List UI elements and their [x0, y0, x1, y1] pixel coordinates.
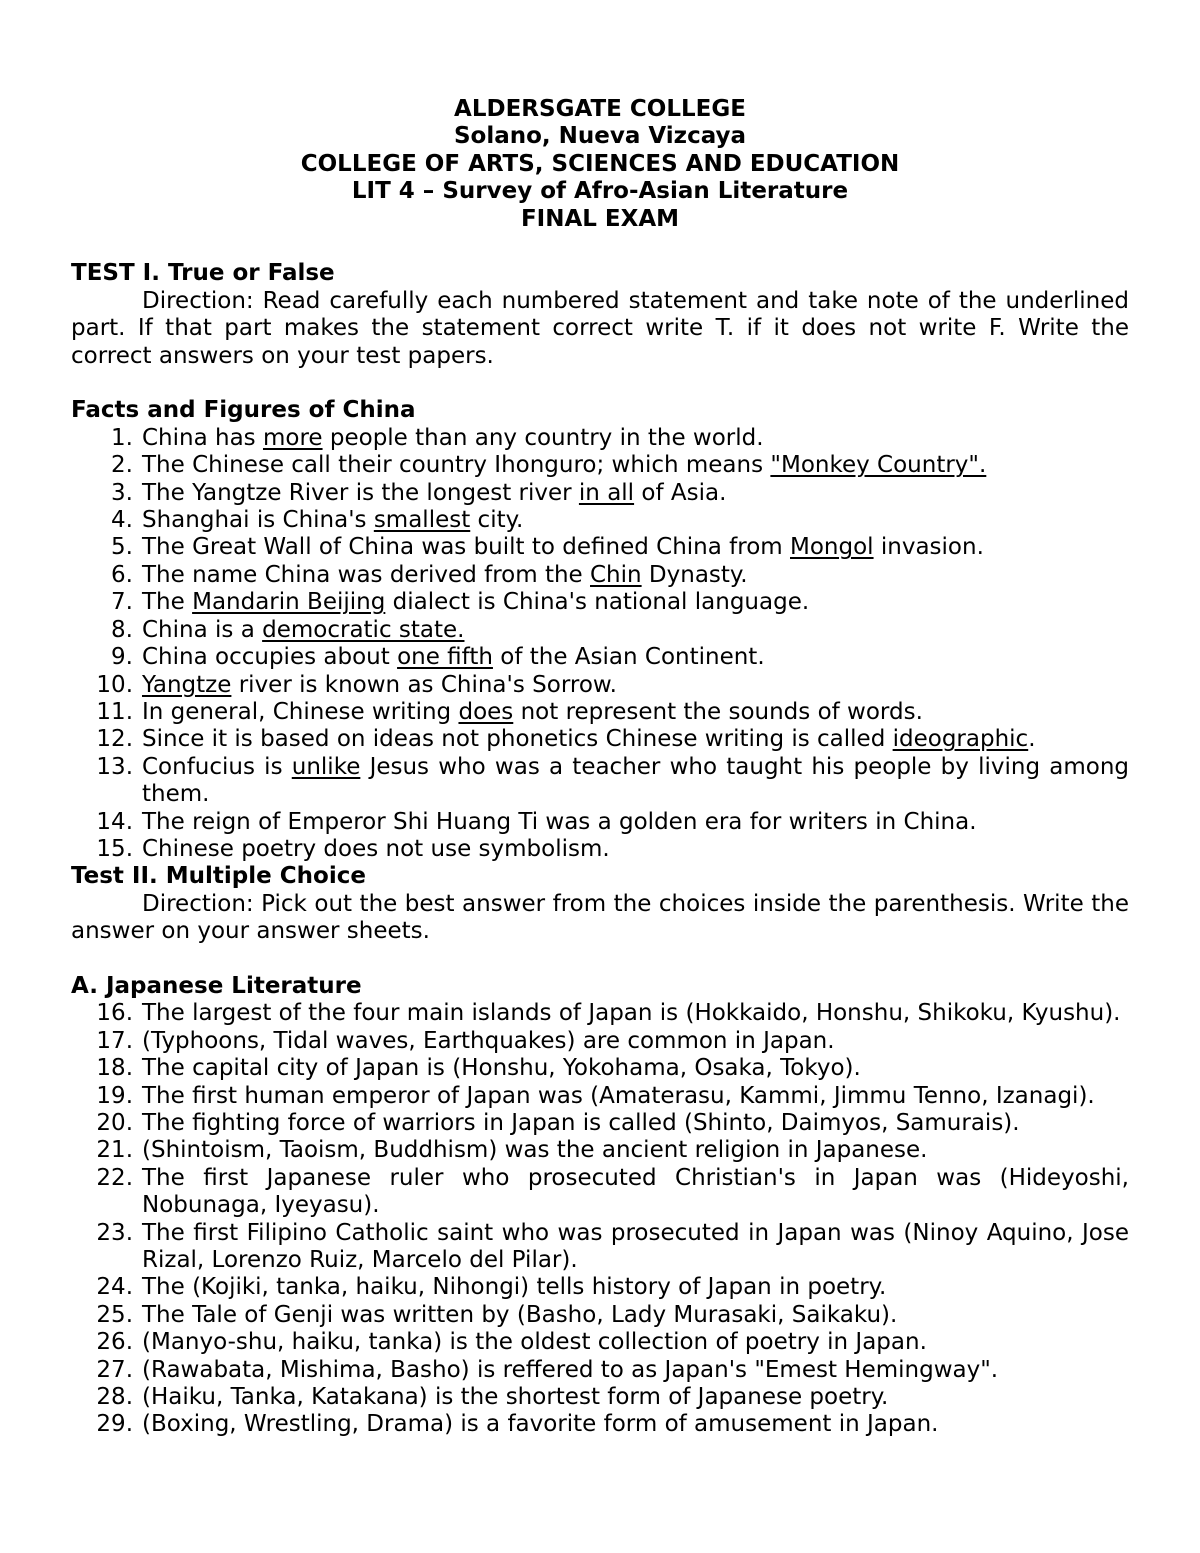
test1-direction: Direction: Read carefully each numbered statement and take note of the underlined part. If that part makes the statement correct write T. if it does not write F. Write the correct answers on your test papers.	[71, 287, 1129, 369]
list-item	[71, 1220, 1129, 1275]
underlined-part: Mongol	[790, 534, 874, 561]
list-item	[71, 672, 1129, 699]
list-item	[71, 1384, 1129, 1411]
item-number: 28.	[96, 1384, 133, 1411]
item-number: 24.	[96, 1274, 133, 1301]
list-item	[71, 1357, 1129, 1384]
list-item	[71, 480, 1129, 507]
test1-title: TEST I. True or False	[71, 260, 335, 287]
item-number: 20.	[96, 1109, 133, 1136]
item-text: China is a	[142, 616, 263, 643]
underlined-part: in all	[578, 479, 635, 506]
item-text: Dynasty.	[641, 561, 748, 588]
multiple-choice-list	[71, 1000, 1129, 1439]
item-text: The name China was derived from the	[142, 561, 590, 588]
college-location: Solano, Nueva Vizcaya	[453, 123, 747, 150]
list-item	[71, 1110, 1129, 1137]
spacer	[71, 370, 1129, 397]
item-text: China occupies about	[142, 644, 398, 671]
test1-section-title: Facts and Figures of China	[71, 397, 416, 424]
item-text: (Rawabata, Mishima, Basho) is reffered to as Japan's "Emest Hemingway".	[142, 1356, 999, 1383]
item-number: 16.	[96, 1000, 133, 1027]
list-item	[71, 617, 1129, 644]
item-number: 6.	[111, 561, 133, 588]
list-item	[71, 1411, 1129, 1438]
underlined-part: Mandarin Beijing	[192, 589, 386, 616]
item-number: 22.	[96, 1164, 133, 1191]
item-text: dialect is China's national language.	[385, 589, 810, 616]
item-text: of Asia.	[634, 479, 727, 506]
list-item	[71, 452, 1129, 479]
list-item	[71, 562, 1129, 589]
item-text: Since it is based on ideas not phonetics Chinese writing is called	[142, 726, 893, 753]
item-number: 25.	[96, 1301, 133, 1328]
underlined-part: more	[262, 424, 323, 451]
item-text: China has	[142, 424, 263, 451]
item-text: The Yangtze River is the longest river	[142, 479, 579, 506]
item-number: 7.	[111, 589, 133, 616]
course-title: LIT 4 – Survey of Afro-Asian Literature	[351, 178, 849, 205]
item-number: 14.	[96, 808, 133, 835]
list-item	[71, 1329, 1129, 1356]
list-item	[71, 534, 1129, 561]
college-name: ALDERSGATE COLLEGE	[454, 96, 746, 122]
list-item	[71, 1302, 1129, 1329]
item-number: 1.	[111, 424, 133, 451]
item-text: The largest of the four main islands of Japan is (Hokkaido, Honshu, Shikoku, Kyushu).	[142, 1000, 1121, 1027]
item-number: 21.	[96, 1137, 133, 1164]
test2-section-title: A. Japanese Literature	[71, 972, 362, 999]
underlined-part: "Monkey Country".	[770, 452, 987, 479]
underlined-part: Yangtze	[142, 671, 232, 698]
item-text: people than any country in the world.	[322, 424, 764, 451]
item-number: 18.	[96, 1055, 133, 1082]
list-item	[71, 754, 1129, 809]
test2-direction: Direction: Pick out the best answer from the choices inside the parenthesis. Write the answer on your answer sheets.	[71, 890, 1129, 945]
exam-title: FINAL EXAM	[520, 205, 680, 232]
underlined-part: does	[458, 698, 514, 725]
list-item	[71, 836, 1129, 863]
underlined-part: democratic state.	[262, 616, 465, 643]
item-number: 26.	[96, 1329, 133, 1356]
item-number: 15.	[96, 835, 133, 862]
item-number: 3.	[111, 479, 133, 506]
item-text: The	[142, 589, 193, 616]
item-number: 10.	[96, 671, 133, 698]
item-text: The first Filipino Catholic saint who was prosecuted in Japan was (Ninoy Aquino, Jose Rizal, Lorenzo Ruiz, Marcelo del Pilar).	[142, 1219, 1129, 1274]
item-text: Chinese poetry does not use symbolism.	[142, 835, 610, 862]
true-false-list	[71, 425, 1129, 864]
spacer	[71, 946, 1129, 973]
test2-title: Test II. Multiple Choice	[71, 863, 366, 890]
item-text: of the Asian Continent.	[492, 644, 765, 671]
item-text: In general, Chinese writing	[142, 698, 459, 725]
item-text: The first human emperor of Japan was (Amaterasu, Kammi, Jimmu Tenno, Izanagi).	[142, 1082, 1095, 1109]
list-item	[71, 644, 1129, 671]
item-text: (Manyo-shu, haiku, tanka) is the oldest collection of poetry in Japan.	[142, 1329, 927, 1356]
underlined-part: unlike	[291, 753, 361, 780]
item-number: 2.	[111, 452, 133, 479]
item-text: (Boxing, Wrestling, Drama) is a favorite form of amusement in Japan.	[142, 1411, 939, 1438]
item-text: Shanghai is China's	[142, 507, 374, 534]
underlined-part: smallest	[373, 507, 471, 534]
item-text: The capital city of Japan is (Honshu, Yokohama, Osaka, Tokyo).	[142, 1055, 861, 1082]
item-text: not represent the sounds of words.	[513, 698, 923, 725]
underlined-part: ideographic	[892, 726, 1029, 753]
list-item	[71, 1000, 1129, 1027]
item-text: Jesus who was a teacher who taught his people by living among them.	[142, 753, 1129, 808]
list-item	[71, 1274, 1129, 1301]
list-item	[71, 589, 1129, 616]
item-text: river is known as China's Sorrow.	[231, 671, 617, 698]
item-text: The reign of Emperor Shi Huang Ti was a golden era for writers in China.	[142, 808, 977, 835]
item-number: 12.	[96, 726, 133, 753]
item-number: 4.	[111, 507, 133, 534]
list-item	[71, 726, 1129, 753]
item-text: The first Japanese ruler who prosecuted Christian's in Japan was (Hideyoshi, Nobunaga, Iyeyasu).	[142, 1164, 1129, 1219]
underlined-part: one fifth	[397, 644, 493, 671]
underlined-part: Chin	[590, 561, 642, 588]
item-text: The fighting force of warriors in Japan is called (Shinto, Daimyos, Samurais).	[142, 1109, 1020, 1136]
item-number: 8.	[111, 616, 133, 643]
item-text: city.	[470, 507, 524, 534]
department-name: COLLEGE OF ARTS, SCIENCES AND EDUCATION	[300, 150, 900, 177]
list-item	[71, 1028, 1129, 1055]
list-item	[71, 507, 1129, 534]
item-number: 13.	[96, 753, 133, 780]
item-number: 29.	[96, 1411, 133, 1438]
item-number: 23.	[96, 1219, 133, 1246]
item-number: 11.	[96, 698, 133, 725]
item-text: The (Kojiki, tanka, haiku, Nihongi) tells history of Japan in poetry.	[142, 1274, 887, 1301]
item-number: 5.	[111, 534, 133, 561]
list-item	[71, 1165, 1129, 1220]
spacer	[71, 233, 1129, 260]
item-text: (Haiku, Tanka, Katakana) is the shortest form of Japanese poetry.	[142, 1384, 889, 1411]
item-number: 19.	[96, 1082, 133, 1109]
list-item	[71, 1137, 1129, 1164]
item-text: The Chinese call their country Ihonguro; which means	[142, 452, 771, 479]
item-text: .	[1028, 726, 1036, 753]
item-text: (Shintoism, Taoism, Buddhism) was the ancient religion in Japanese.	[142, 1137, 928, 1164]
item-number: 17.	[96, 1027, 133, 1054]
list-item	[71, 699, 1129, 726]
item-text: invasion.	[873, 534, 984, 561]
list-item	[71, 1083, 1129, 1110]
exam-page	[71, 96, 1129, 1439]
list-item	[71, 425, 1129, 452]
item-text: Confucius is	[142, 753, 292, 780]
item-text: The Great Wall of China was built to defined China from	[142, 534, 790, 561]
item-text: (Typhoons, Tidal waves, Earthquakes) are common in Japan.	[142, 1027, 835, 1054]
item-text: The Tale of Genji was written by (Basho, Lady Murasaki, Saikaku).	[142, 1301, 898, 1328]
list-item	[71, 1055, 1129, 1082]
item-number: 9.	[111, 644, 133, 671]
item-number: 27.	[96, 1356, 133, 1383]
list-item	[71, 809, 1129, 836]
